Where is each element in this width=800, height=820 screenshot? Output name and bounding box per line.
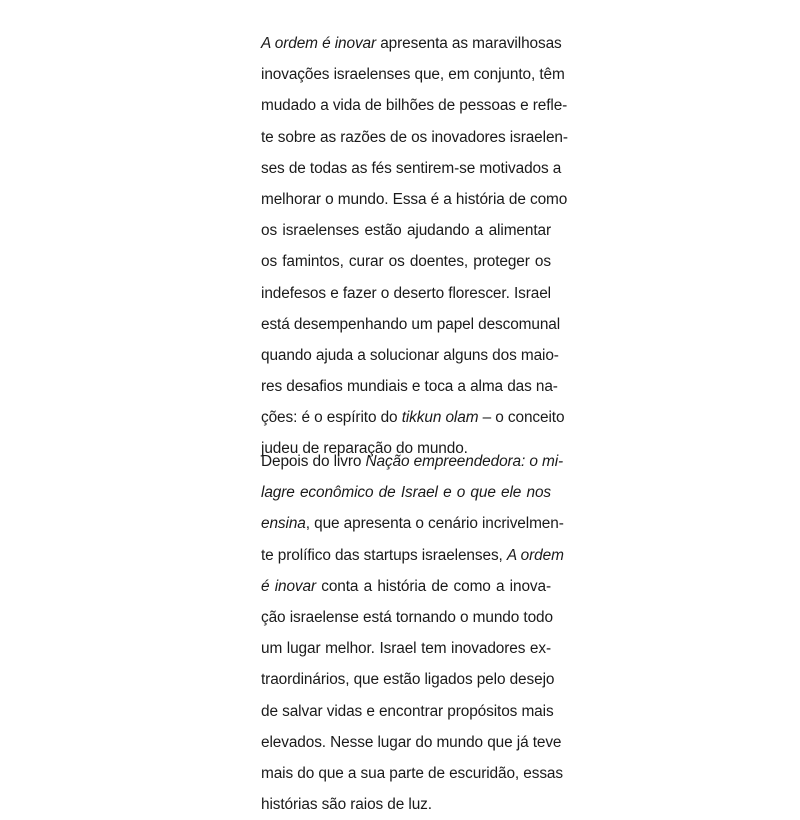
text-line [261,153,562,184]
text-run: , que apresenta o cenário incrivelmen- [305,515,564,533]
text-run: traordinários, que estão ligados pelo desejo [261,671,555,689]
text-line [261,215,551,246]
text-line [261,696,554,727]
text-run: melhorar o mundo. Essa é a história de como [261,190,568,208]
text-run: conta a história de como a inova- [316,577,551,595]
italic-text: tikkun olam [401,409,479,427]
text-line [261,789,551,820]
text-run: histórias são raios de luz. [261,796,432,814]
italic-text: Nação empreendedora: o mi- [365,453,564,470]
text-run: ção israelense está tornando o mundo todo [261,608,553,626]
text-line [261,184,568,215]
text-line [261,540,564,571]
text-line [261,28,562,59]
text-line [261,246,551,277]
text-line [261,602,551,633]
italic-text: lagre econômico de Israel e o que ele nos [261,484,551,502]
text-run: indefesos e fazer o deserto florescer. Israel [261,284,551,302]
paragraph-1 [261,28,568,465]
text-run: inovações israelenses que, em conjunto, têm [261,66,565,84]
text-line [261,664,555,695]
text-run: te sobre as razões de os inovadores israelen- [261,128,568,146]
text-line [261,122,568,153]
text-line [261,59,565,90]
text-run: elevados. Nesse lugar do mundo que já teve [261,733,562,751]
text-line [261,402,565,433]
italic-text: ensina [261,515,306,533]
italic-text: A ordem [506,546,564,564]
text-run: Depois do livro [261,453,366,470]
text-line [261,758,563,789]
text-run: os israelenses estão ajudando a alimentar [261,222,551,240]
text-run: ções: é o espírito do [261,409,402,427]
text-run: ses de todas as fés sentirem-se motivados a [261,159,562,177]
text-run: está desempenhando um papel descomunal [261,315,561,333]
text-line [261,477,551,508]
text-line [261,278,551,309]
text-line [261,727,562,758]
text-run: quando ajuda a solucionar alguns dos maio- [261,346,559,364]
text-line [261,571,551,602]
italic-text: é inovar [261,577,317,595]
text-run: os famintos, curar os doentes, proteger os [261,253,551,271]
text-line [261,90,568,121]
text-line [261,309,561,340]
text-run: de salvar vidas e encontrar propósitos mais [261,702,554,720]
text-line [261,446,564,477]
text-run: judeu de reparação do mundo. [261,440,468,458]
paragraph-2 [261,446,564,820]
text-run: mais do que a sua parte de escuridão, essas [261,764,563,782]
text-run: te prolífico das startups israelenses, [261,546,507,564]
text-line [261,340,559,371]
text-line [261,508,564,539]
text-line [261,633,551,664]
text-line [261,371,558,402]
text-run: um lugar melhor. Israel tem inovadores ex- [261,640,551,658]
text-run: – o conceito [478,409,565,427]
text-run: res desafios mundiais e toca a alma das na- [261,378,558,396]
text-run: apresenta as maravilhosas [376,35,562,52]
italic-text: A ordem é inovar [261,35,377,52]
text-run: mudado a vida de bilhões de pessoas e refle- [261,97,568,115]
